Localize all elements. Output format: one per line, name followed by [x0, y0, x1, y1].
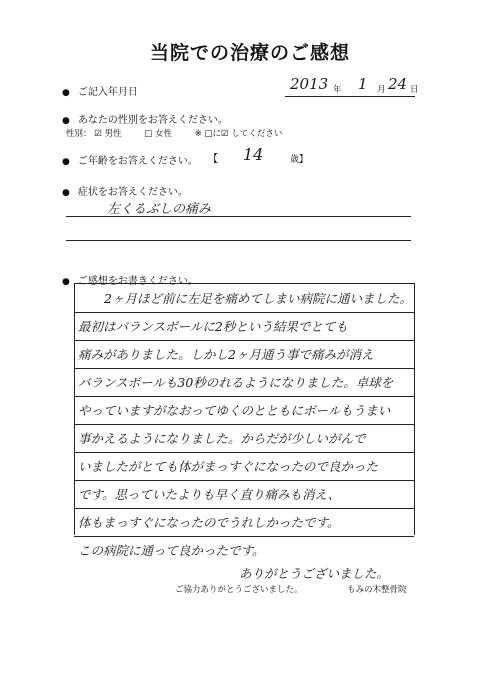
age-value: 14: [243, 145, 264, 164]
gender-prefix: 性別：: [66, 129, 92, 139]
comment-line-11: ありがとうございました。: [239, 566, 390, 581]
comment-line-3: 痛みがありました。しかし2ヶ月通う事で痛みが消え: [74, 341, 414, 369]
entry-month-unit: 月: [377, 85, 386, 95]
gender-label: あなたの性別をお答えください。: [77, 115, 228, 126]
symptom-label: 症状をお答えください。: [77, 187, 188, 198]
entry-date-underline: [285, 96, 415, 97]
comment-line-9: 体もまっすぐになったのでうれしかったです。: [74, 509, 414, 537]
gender-male-checkbox[interactable]: ☑ 男性: [94, 129, 122, 139]
comment-line-8: です。思っていたよりも早く直り痛みも消え、: [74, 481, 414, 509]
entry-date-question: [62, 83, 138, 98]
entry-month-value: 1: [358, 75, 368, 93]
bullet-icon: ●: [62, 88, 70, 98]
gender-female-checkbox[interactable]: □ 女性: [144, 129, 172, 139]
age-unit: 歳】: [290, 155, 309, 165]
gender-note: ※ □に☑ してください: [194, 129, 283, 139]
comment-line-5: やっていますがなおってゆくのとともにボールもうまい: [74, 397, 414, 425]
comment-box-top: [74, 283, 414, 284]
comment-line-1: 2ヶ月ほど前に左足を痛めてしまい病院に通いました。: [74, 285, 414, 313]
page-title: 当院での治療のご感想: [149, 42, 350, 64]
comment-line-6: 事かえるようになりました。からだが少しいがんで: [74, 425, 414, 453]
bullet-icon: ●: [62, 188, 70, 198]
bullet-icon: ●: [62, 116, 70, 126]
comment-line-2: 最初はバランスボールに2秒という結果でとても: [74, 313, 414, 341]
footer-thanks: ご協力ありがとうございました。: [175, 585, 303, 595]
age-open-bracket: 【: [208, 154, 218, 165]
gender-question: [62, 111, 228, 126]
age-question: [62, 152, 198, 167]
comment-line-4: バランスボールも30秒のれるようになりました。卓球を: [74, 369, 414, 397]
entry-date-label: ご記入年月日: [77, 87, 138, 98]
bullet-icon: ●: [62, 277, 70, 287]
footer-clinic-name: もみの木整骨院: [347, 585, 407, 595]
entry-day-value: 24: [388, 75, 408, 93]
entry-year-value: 2013: [290, 75, 329, 93]
age-label: ご年齢をお答えください。: [77, 156, 198, 167]
comment-box-right: [414, 283, 415, 535]
entry-day-unit: 日: [410, 85, 419, 95]
symptom-line-1: [66, 216, 411, 217]
comment-line-7: いましたがとても体がまっすぐになったので良かった: [74, 453, 414, 481]
comment-line-10: この病院に通って良かったです。: [78, 543, 265, 558]
entry-year-unit: 年: [333, 85, 342, 95]
comment-label: ご感想をお書きください。: [77, 276, 198, 287]
gender-options: [66, 127, 290, 139]
symptom-value: 左くるぶしの痛み: [107, 202, 212, 217]
symptom-question: [62, 183, 188, 198]
symptom-line-2: [66, 240, 411, 241]
bullet-icon: ●: [62, 157, 70, 167]
